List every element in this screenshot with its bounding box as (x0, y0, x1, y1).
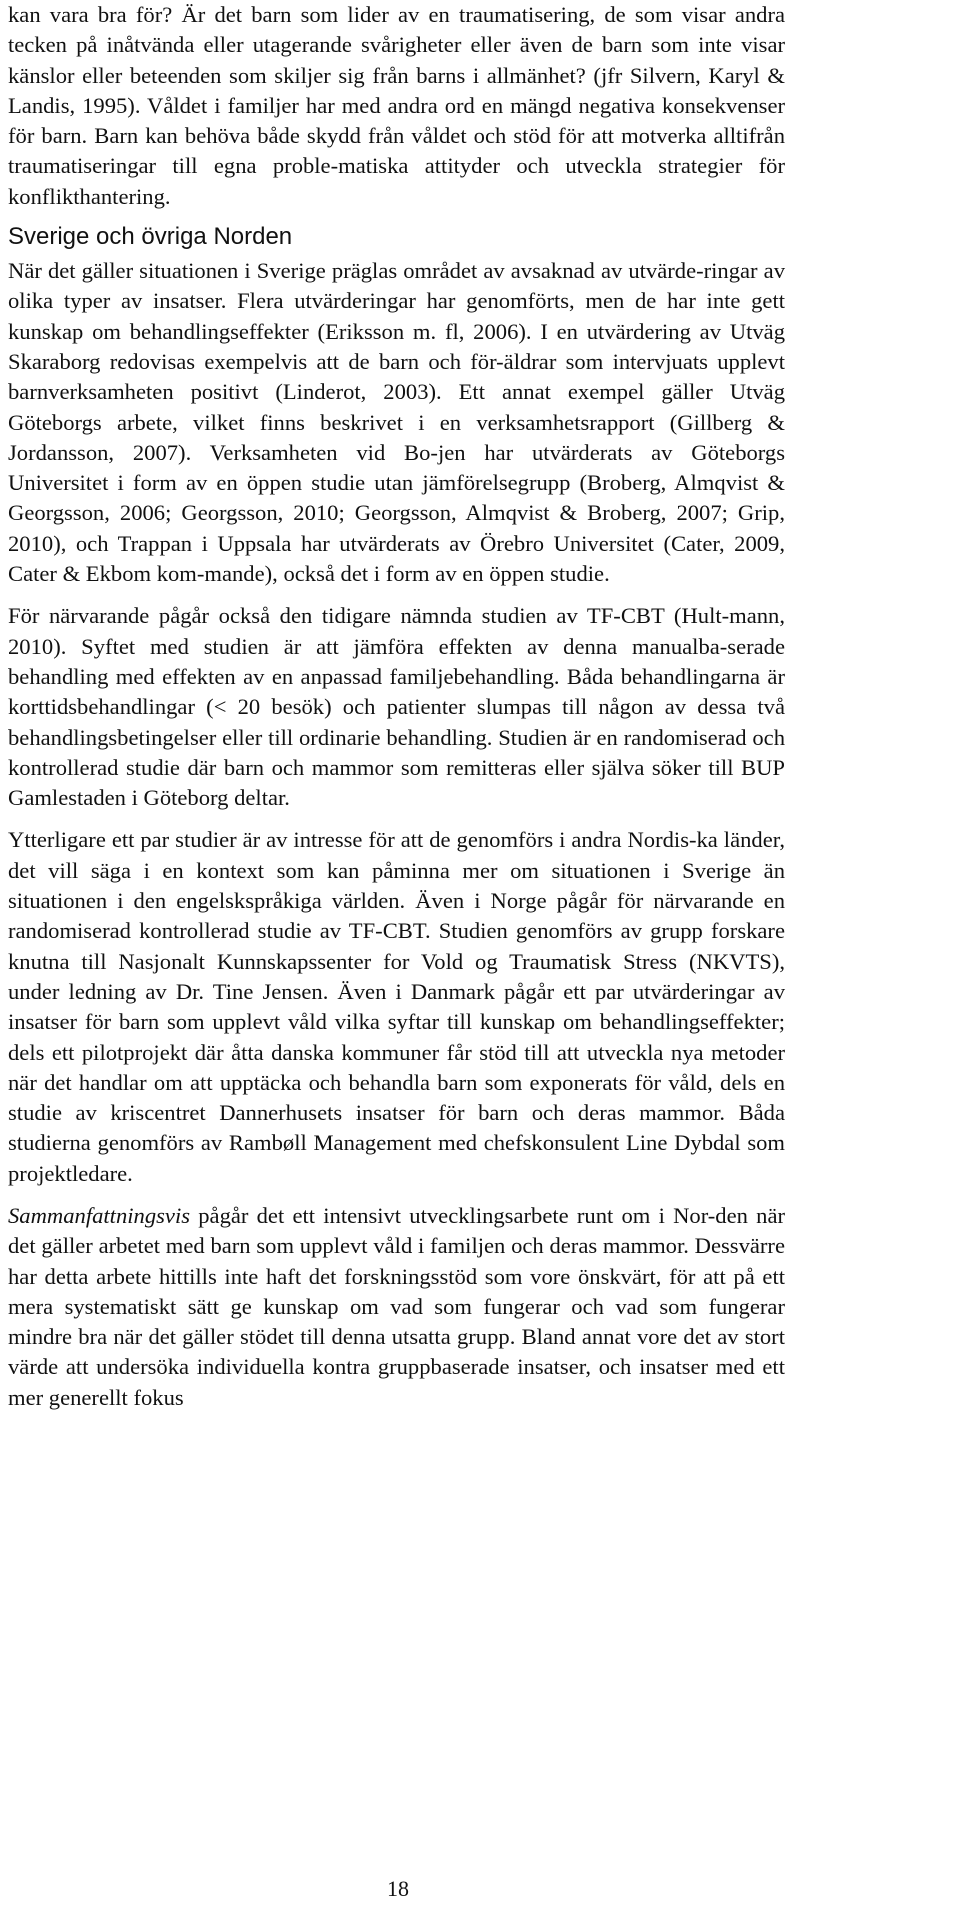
section-paragraph-1: När det gäller situationen i Sverige präglas området av avsaknad av utvärde-ringar av olika typer av insatser. Flera utvärderingar har genomförts, men de har inte gett kunskap om behandlingseffekter (Eriksson m. fl, 2006). I en utvärdering av Utväg Skaraborg redovisas exempelvis att de barn och för-äldrar som intervjuats upplevt barnverksamheten positivt (Linderot, 2003). Ett annat exempel gäller Utväg Göteborgs arbete, vilket finns beskrivet i en verksamhetsrapport (Gillberg & Jordansson, 2007). Verksamheten vid Bo-jen har utvärderats av Göteborgs Universitet i form av en öppen studie utan jämförelsegrupp (Broberg, Almqvist & Georgsson, 2006; Georgsson, 2010; Georgsson, Almqvist & Broberg, 2007; Grip, 2010), och Trappan i Uppsala har utvärderats av Örebro Universitet (Cater, 2009, Cater & Ekbom kom-mande), också det i form av en öppen studie. (8, 258, 785, 587)
intro-paragraph: kan vara bra för? Är det barn som lider av en traumatisering, de som visar andra tecken på inåtvända eller utagerande svårigheter eller även de barn som inte visar känslor eller beteenden som skiljer sig från barns i allmänhet? (jfr Silvern, Karyl & Landis, 1995). Våldet i familjer har med andra ord en mängd negativa konsekvenser för barn. Barn kan behöva både skydd från våldet och stöd för att motverka alltifrån traumatiseringar till egna proble-matiska attityder och utveckla strategier för konflikthantering. (8, 2, 785, 209)
section-paragraph-3: Ytterligare ett par studier är av intresse för att de genomförs i andra Nordis-ka länder, det vill säga i en kontext som kan påminna mer om situationen i Sverige än situationen i den engelskspråkiga världen. Även i Norge pågår för närvarande en randomiserad kontrollerad studie av TF-CBT. Studien genomförs av grupp forskare knutna till Nasjonalt Kunnskapssenter for Vold og Traumatisk Stress (NKVTS), under ledning av Dr. Tine Jensen. Även i Danmark pågår ett par utvärderingar av insatser för barn som upplevt våld vilka syftar till kunskap om behandlingseffekter; dels ett pilotprojekt där åtta danska kommuner får stöd till att utveckla nya metoder när det handlar om att upptäcka och behandla barn som exponerats för våld, dels en studie av kriscentret Dannerhusets insatser för barn och deras mammor. Båda studierna genomförs av Rambøll Management med chefskonsulent Line Dybdal som projektledare. (8, 827, 785, 1186)
document-page (8, 0, 785, 1413)
summary-paragraph (8, 1201, 785, 1413)
page-number: 18 (387, 1876, 409, 1901)
summary-text: pågår det ett intensivt utvecklingsarbete runt om i Nor-den när det gäller arbetet med barn som upplevt våld i familjen och deras mammor. Dessvärre har detta arbete hittills inte haft det forskningsstöd som vore önskvärt, för att på ett mera systematiskt sätt ge kunskap om vad som fungerar och vad som fungerar mindre bra när det gäller stödet till denna utsatta grupp. Bland annat vore det av stort värde att undersöka individuella kontra gruppbaserade insatser, och insatser med ett mer generellt fokus (8, 1202, 785, 1410)
section-heading: Sverige och övriga Norden (8, 223, 293, 251)
paragraph-spacer (8, 589, 785, 601)
summary-lead-italic: Sammanfattningsvis (8, 1202, 191, 1228)
paragraph-spacer (8, 1189, 785, 1201)
paragraph-spacer (8, 813, 785, 825)
section-paragraph-2: För närvarande pågår också den tidigare nämnda studien av TF-CBT (Hult-mann, 2010). Syftet med studien är att jämföra effekten av denna manualba-serade behandling med effekten av en anpassad familjebehandling. Båda behandlingarna är korttidsbehandlingar (< 20 besök) och patienter slumpas till någon av dessa två behandlingsbetingelser eller till ordinarie behandling. Studien är en randomiserad och kontrollerad studie där barn och mammor som remitteras eller själva söker till BUP Gamlestaden i Göteborg deltar. (8, 603, 785, 811)
